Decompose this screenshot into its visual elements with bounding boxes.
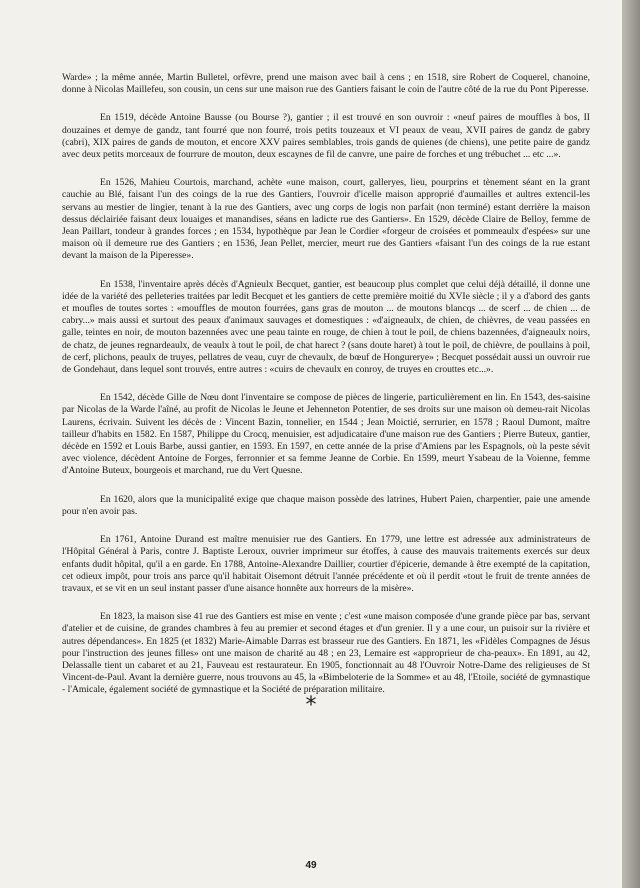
paragraph-4: En 1538, l'inventaire après décès d'Agnieulx Becquet, gantier, est beaucoup plus complet que celui déjà détaillé, il donne une idée de la variété des pelleteries traitées par ledit Becquet et les gantiers de cette première moitié du XVIe siècle ; il y a d'abord des gants et moufles de toutes sortes : «mouffles de mouton fourrées, gans gras de mouton ... de moutons blancqs ... de scerf ... de chien ... de cabry...» mais aussi et surtout des peaux d'animaux sauvages et domestiques : «d'aigneaulx, de chien, de chièvres, de veau passées en galle, teintes en noir, de mouton bazennées avec une peau tainte en rouge, de chien à tout le poil, de chiens bazennées, d'aigneaulx noirs, de chatz, de jeunes regnardeaulx, de veaulx à tout le poil, de chat harect ? (sans doute haret) à tout le poil, de chièvre, de poullains à poil, de cerf, plichons, peaulx de truyes, pellatres de veau, cuyr de chevaulx, de bœuf de Hongurerye» ; Becquet possédait aussi un ouvroir rue de Gondehaut, dans lequel sont trouvés, entre autres : «cuirs de chevaulx en conroy, de truyes en crouttes etc...».	[62, 278, 590, 376]
paragraph-3: En 1526, Mahieu Courtois, marchand, achète «une maison, court, galleryes, lieu, pourprins et tènement séant en la grant cauchie au Blé, faisant l'un des coings de la rue des Gantiers, l'ouvroir d'icelle maison approprié d'aumailles et aultres extencil-les servans au mestier de lingier, tenant à la rue des Gantiers, avec ung corps de logis non parfait (non terminé) estant derrière la maison dessus déclairiée faisant deux louaiges et manandises, séans en ladicte rue des Gantiers». En 1529, décède Claire de Belloy, femme de Jean Paillart, tondeur à grandes forces ; en 1534, hypothèque par Jean le Cordier «forgeur de croisées et pommeaulx d'espées» sur une maison où il demeure rue des Gantiers ; en 1536, Jean Pellet, mercier, meurt rue des Gantiers «faisant l'un des coings de la rue estant devant la maison de la Piperesse».	[62, 177, 590, 262]
paragraph-6: En 1620, alors que la municipalité exige que chaque maison possède des latrines, Hubert Paien, charpentier, paie une amende pour n'en avoir pas.	[62, 493, 590, 517]
page-number: 49	[305, 860, 317, 871]
paragraph-2: En 1519, décède Antoine Bausse (ou Bourse ?), gantier ; il est trouvé en son ouvroir : «neuf paires de mouffles à bos, II douzaines et demye de gandz, tant fourré que non fourré, trois petits touzeaux et VI peaux de veau, XVII paires de gandz de gabry (cabri), XIX paires de gands de mouton, et encore XXV paires semblables, trois gands de quienes (de chiens), une petite paire de gandz avec deux petits morceaux de fourrure de mouton, deux escaynes de fil de canvre, une paire de forches et ung trébuchet ... etc ...».	[62, 112, 590, 161]
paragraph-5: En 1542, décède Gille de Nœu dont l'inventaire se compose de pièces de lingerie, particulièrement en lin. En 1543, des-saisine par Nicolas de la Warde l'aîné, au profit de Nicolas le Jeune et Jehenneton Potentier, de ses droits sur une maison où demeu-rait Nicolas Laurens, écrivain. Suivent les décès de : Vincent Bazin, tonnelier, en 1544 ; Jean Moictié, serrurier, en 1578 ; Raoul Dumont, maître tailleur d'habits en 1582. En 1587, Philippe du Crocq, menuisier, est adjudicataire d'une maison rue des Gantiers ; Pierre Buteux, gantier, décède en 1592 et Louis Barbe, aussi gantier, en 1593. En 1597, en cette année de la prise d'Amiens par les Espagnols, où la peste sévit avec violence, décèdent Antoine de Forges, ferronnier et sa femme Jeanne de Corbie. En 1599, meurt Ysabeau de la Voienne, femme d'Antoine Buteux, bourgeois et marchand, rue du Vert Quesne.	[62, 392, 590, 477]
book-spine-edge	[622, 0, 640, 888]
paragraph-7: En 1761, Antoine Durand est maître menuisier rue des Gantiers. En 1779, une lettre est adressée aux administrateurs de l'Hôpital Général à Paris, contre J. Baptiste Leroux, ouvrier imprimeur sur étoffes, à cause des mauvais traitements exercés sur deux enfants dudit hôpital, qu'il a en garde. En 1788, Antoine-Alexandre Daillier, courtier d'épicerie, demande à être exempté de la capitation, cet odieux impôt, pour trois ans parce qu'il habitait Oisemont détruit l'année précédente et où il perdit «tout le fruit de trente années de travaux, et se vit en un seul instant passer d'une aisance honnête aux horreurs de la misère».	[62, 534, 590, 594]
paragraph-8: En 1823, la maison sise 41 rue des Gantiers est mise en vente ; c'est «une maison composée d'une grande pièce par bas, servant d'atelier et de cuisine, de grandes chambres à feu au premier et second étages et d'un grenier. Il y a une cour, un puisoir sur la rivière et autres dépendances». En 1825 (et 1832) Marie-Aimable Darras est brasseur rue des Gantiers. En 1871, les «Fidèles Compagnes de Jésus pour l'instruction des jeunes filles» ont une maison de charité au 48 ; en 23, Lemaire est «approprieur de cha-peaux». En 1891, au 42, Delassalle tient un cabaret et au 21, Fauveau est restaurateur. En 1905, fonctionnait au 48 l'Ouvroir Notre-Dame des religieuses de St Vincent-de-Paul. Avant la dernière guerre, nous trouvons au 45, la «Bimbeloterie de la Somme» et au 48, l'Etoile, société de gymnastique - l'Amicale, également société de gymnastique et la Société de préparation militaire.	[62, 611, 590, 696]
body-text	[62, 72, 590, 697]
paragraph-1: Warde» ; la même année, Martin Bulletel, orfèvre, prend une maison avec bail à cens ; en 1518, sire Robert de Coquerel, chanoine, donne à Nicolas Maillefeu, son cousin, un cens sur une maison rue des Gantiers faisant le coin de l'autre côté de la rue du Pont Piperesse.	[62, 72, 590, 96]
section-separator: *	[305, 693, 317, 718]
